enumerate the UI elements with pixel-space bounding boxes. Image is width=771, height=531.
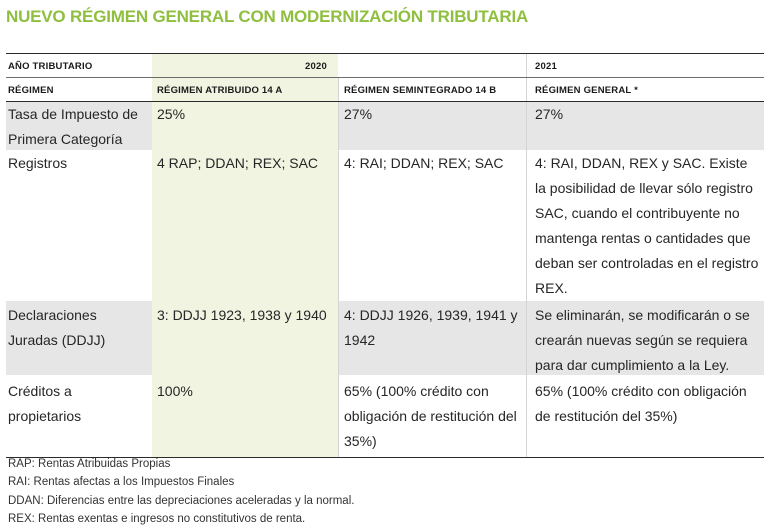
year-2021: 2021 xyxy=(535,61,557,72)
cell-ddjj-14b: 4: DDJJ 1926, 1939, 1941 y 1942 xyxy=(344,307,518,348)
year-label: AÑO TRIBUTARIO xyxy=(8,61,93,72)
row-label-ddjj: Declaraciones Juradas (DDJJ) xyxy=(8,307,106,348)
col-header-general: RÉGIMEN GENERAL * xyxy=(535,85,638,96)
footnote-rap: RAP: Rentas Atribuidas Propias xyxy=(8,458,171,470)
cell-creditos-general: 65% (100% crédito con obligación de restitución del 35%) xyxy=(535,383,747,424)
footnote-ddan: DDAN: Diferencias entre las depreciaciones aceleradas y la normal. xyxy=(8,495,355,507)
footnote-rai: RAI: Rentas afectas a los Impuestos Finales xyxy=(8,476,235,488)
cell-registros-14a: 4 RAP; DDAN; REX; SAC xyxy=(157,155,319,171)
rule-top xyxy=(6,53,764,54)
divider-col-b xyxy=(338,78,339,457)
regimen-label: RÉGIMEN xyxy=(8,85,54,96)
rule-year xyxy=(6,77,764,78)
cell-creditos-14a: 100% xyxy=(157,383,193,399)
cell-tasa-14b: 27% xyxy=(344,106,373,122)
row-label-registros: Registros xyxy=(8,155,68,171)
year-2020: 2020 xyxy=(305,61,327,72)
cell-ddjj-general: Se eliminarán, se modificarán o se crearán nuevas según se requiera para dar cumplimiento a la Ley. xyxy=(535,307,750,373)
cell-tasa-general: 27% xyxy=(535,106,564,122)
cell-creditos-14b: 65% (100% crédito con obligación de restitución del 35%) xyxy=(344,383,517,449)
cell-registros-14b: 4: RAI; DDAN; REX; SAC xyxy=(344,155,504,171)
col-header-14a: RÉGIMEN ATRIBUIDO 14 A xyxy=(157,85,283,96)
row-label-tasa: Tasa de Impuesto de Primera Categoría xyxy=(8,106,138,147)
divider-col-c xyxy=(526,54,527,457)
col-header-14b: RÉGIMEN SEMINTEGRADO 14 B xyxy=(344,85,497,96)
footnote-rex: REX: Rentas exentas e ingresos no constitutivos de renta. xyxy=(8,513,306,525)
cell-tasa-14a: 25% xyxy=(157,106,186,122)
row-label-creditos: Créditos a propietarios xyxy=(8,383,82,424)
cell-registros-general: 4: RAI, DDAN, REX y SAC. Existe la posibilidad de llevar sólo registro SAC, cuando el contribuyente no mantenga rentas o cantidades que deban ser controladas en el registro REX. xyxy=(535,155,759,296)
cell-ddjj-14a: 3: DDJJ 1923, 1938 y 1940 xyxy=(157,307,327,323)
table-title: NUEVO RÉGIMEN GENERAL CON MODERNIZACIÓN TRIBUTARIA xyxy=(6,7,529,26)
